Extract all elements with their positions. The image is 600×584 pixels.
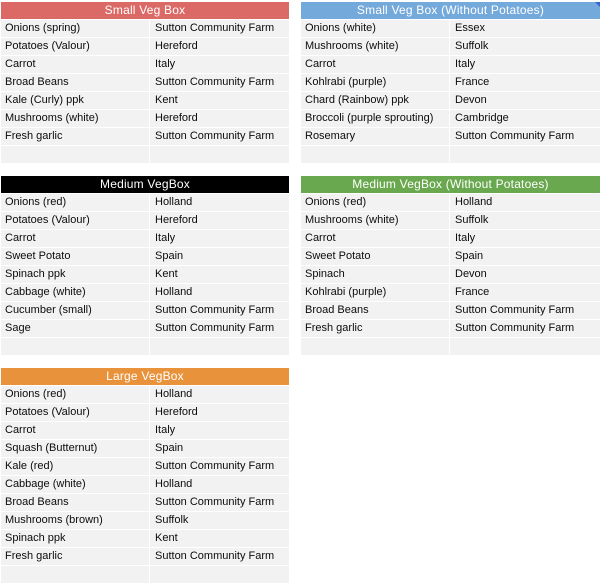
origin-cell[interactable]: Suffolk (450, 212, 600, 229)
origin-cell[interactable]: Sutton Community Farm (150, 302, 289, 319)
item-cell[interactable]: Spinach ppk (1, 266, 149, 283)
origin-cell[interactable]: Holland (150, 194, 289, 211)
item-cell[interactable]: Broad Beans (1, 74, 149, 91)
table-header-small-veg-box[interactable] (1, 2, 289, 19)
empty-item-cell[interactable] (1, 338, 149, 355)
item-cell[interactable]: Kale (red) (1, 458, 149, 475)
origin-cell[interactable]: Kent (150, 266, 289, 283)
item-cell[interactable]: Spinach ppk (1, 530, 149, 547)
table-row (1, 302, 289, 319)
item-cell[interactable]: Cabbage (white) (1, 284, 149, 301)
table-row (1, 74, 289, 91)
table-row (1, 284, 289, 301)
table-title: Large VegBox (106, 369, 184, 383)
item-cell[interactable]: Broad Beans (1, 494, 149, 511)
item-cell[interactable]: Spinach (301, 266, 449, 283)
origin-cell[interactable]: Italy (150, 230, 289, 247)
item-cell[interactable]: Potatoes (Valour) (1, 404, 149, 421)
table-header-large-vegbox[interactable] (1, 368, 289, 385)
table-row (1, 494, 289, 511)
table-row (301, 194, 600, 211)
table-row (1, 56, 289, 73)
table-small-veg-box-without-potatoes (301, 2, 600, 164)
origin-cell[interactable]: Holland (150, 386, 289, 403)
table-row (1, 512, 289, 529)
table-row (301, 248, 600, 265)
origin-cell[interactable]: Holland (150, 476, 289, 493)
table-row (1, 92, 289, 109)
empty-item-cell[interactable] (1, 566, 149, 583)
table-row (1, 458, 289, 475)
origin-cell[interactable]: Holland (450, 194, 600, 211)
origin-cell[interactable]: Spain (150, 248, 289, 265)
origin-cell[interactable]: Sutton Community Farm (150, 74, 289, 91)
origin-cell[interactable]: Devon (450, 266, 600, 283)
table-row (301, 230, 600, 247)
origin-cell[interactable]: Sutton Community Farm (150, 494, 289, 511)
comment-indicator-icon[interactable] (595, 2, 600, 7)
table-row (1, 404, 289, 421)
item-cell[interactable]: Cucumber (small) (1, 302, 149, 319)
table-row (1, 230, 289, 247)
table-row (301, 74, 600, 91)
table-header-medium-vegbox-without-potatoes[interactable] (301, 176, 600, 193)
item-cell[interactable]: Mushrooms (white) (1, 110, 149, 127)
table-header-small-veg-box-without-potatoes[interactable] (301, 2, 600, 19)
table-medium-vegbox-without-potatoes (301, 176, 600, 356)
origin-cell[interactable]: Kent (150, 92, 289, 109)
origin-cell[interactable]: Hereford (150, 38, 289, 55)
table-row (1, 386, 289, 403)
table-row (1, 38, 289, 55)
table-row (301, 20, 600, 37)
table-row (301, 56, 600, 73)
item-cell[interactable]: Chard (Rainbow) ppk (301, 92, 449, 109)
table-title: Medium VegBox (100, 177, 190, 191)
item-cell[interactable]: Mushrooms (white) (301, 38, 449, 55)
origin-cell[interactable]: Sutton Community Farm (450, 128, 600, 145)
item-cell[interactable]: Carrot (1, 230, 149, 247)
empty-origin-cell[interactable] (450, 338, 600, 355)
item-cell[interactable]: Onions (red) (1, 194, 149, 211)
empty-origin-cell[interactable] (150, 338, 289, 355)
table-medium-vegbox (1, 176, 289, 356)
item-cell[interactable]: Mushrooms (white) (301, 212, 449, 229)
table-row (1, 20, 289, 37)
table-title: Small Veg Box (104, 3, 186, 17)
table-row (301, 266, 600, 283)
table-row (301, 212, 600, 229)
item-cell[interactable]: Onions (white) (301, 20, 449, 37)
table-row (301, 110, 600, 127)
empty-table-row (1, 146, 289, 163)
table-title: Small Veg Box (Without Potatoes) (356, 3, 545, 17)
empty-table-row (1, 338, 289, 355)
table-title: Medium VegBox (Without Potatoes) (352, 177, 549, 191)
origin-cell[interactable]: France (450, 74, 600, 91)
table-row (1, 266, 289, 283)
origin-cell[interactable]: Kent (150, 530, 289, 547)
table-row (1, 530, 289, 547)
origin-cell[interactable]: Hereford (150, 110, 289, 127)
origin-cell[interactable]: Sutton Community Farm (150, 548, 289, 565)
table-row (1, 212, 289, 229)
item-cell[interactable]: Carrot (301, 230, 449, 247)
origin-cell[interactable]: Holland (150, 284, 289, 301)
item-cell[interactable]: Mushrooms (brown) (1, 512, 149, 529)
table-row (1, 476, 289, 493)
empty-table-row (1, 566, 289, 583)
item-cell[interactable]: Rosemary (301, 128, 449, 145)
origin-cell[interactable]: Sutton Community Farm (150, 20, 289, 37)
item-cell[interactable]: Carrot (301, 56, 449, 73)
item-cell[interactable]: Sweet Potato (301, 248, 449, 265)
item-cell[interactable]: Squash (Butternut) (1, 440, 149, 457)
origin-cell[interactable]: Sutton Community Farm (150, 458, 289, 475)
item-cell[interactable]: Fresh garlic (1, 128, 149, 145)
origin-cell[interactable]: Spain (150, 440, 289, 457)
empty-item-cell[interactable] (1, 146, 149, 163)
item-cell[interactable]: Broccoli (purple sprouting) (301, 110, 449, 127)
table-row (301, 284, 600, 301)
table-small-veg-box (1, 2, 289, 164)
origin-cell[interactable]: Sutton Community Farm (450, 302, 600, 319)
table-row (1, 128, 289, 145)
item-cell[interactable]: Fresh garlic (301, 320, 449, 337)
origin-cell[interactable]: Suffolk (150, 512, 289, 529)
origin-cell[interactable]: Hereford (150, 212, 289, 229)
item-cell[interactable]: Carrot (1, 56, 149, 73)
item-cell[interactable]: Kohlrabi (purple) (301, 284, 449, 301)
origin-cell[interactable]: Suffolk (450, 38, 600, 55)
origin-cell[interactable]: Cambridge (450, 110, 600, 127)
table-row (301, 302, 600, 319)
origin-cell[interactable]: Sutton Community Farm (150, 320, 289, 337)
item-cell[interactable]: Fresh garlic (1, 548, 149, 565)
table-row (1, 440, 289, 457)
empty-origin-cell[interactable] (450, 146, 600, 163)
empty-item-cell[interactable] (301, 146, 449, 163)
item-cell[interactable]: Onions (red) (301, 194, 449, 211)
table-row (1, 548, 289, 565)
origin-cell[interactable]: Italy (150, 56, 289, 73)
item-cell[interactable]: Potatoes (Valour) (1, 212, 149, 229)
empty-table-row (301, 146, 600, 163)
origin-cell[interactable]: Sutton Community Farm (450, 320, 600, 337)
origin-cell[interactable]: Spain (450, 248, 600, 265)
table-row (301, 128, 600, 145)
table-row (1, 110, 289, 127)
item-cell[interactable]: Carrot (1, 422, 149, 439)
table-row (1, 194, 289, 211)
table-header-medium-vegbox[interactable] (1, 176, 289, 193)
empty-origin-cell[interactable] (150, 146, 289, 163)
item-cell[interactable]: Sage (1, 320, 149, 337)
item-cell[interactable]: Kohlrabi (purple) (301, 74, 449, 91)
origin-cell[interactable]: Essex (450, 20, 600, 37)
table-large-vegbox (1, 368, 289, 584)
origin-cell[interactable]: Hereford (150, 404, 289, 421)
table-row (301, 320, 600, 337)
origin-cell[interactable]: Italy (450, 230, 600, 247)
table-row (301, 38, 600, 55)
empty-table-row (301, 338, 600, 355)
item-cell[interactable]: Kale (Curly) ppk (1, 92, 149, 109)
item-cell[interactable]: Sweet Potato (1, 248, 149, 265)
empty-item-cell[interactable] (301, 338, 449, 355)
origin-cell[interactable]: Sutton Community Farm (150, 128, 289, 145)
table-row (1, 422, 289, 439)
table-row (1, 320, 289, 337)
table-row (301, 92, 600, 109)
item-cell[interactable]: Onions (spring) (1, 20, 149, 37)
origin-cell[interactable]: Devon (450, 92, 600, 109)
empty-origin-cell[interactable] (150, 566, 289, 583)
item-cell[interactable]: Potatoes (Valour) (1, 38, 149, 55)
item-cell[interactable]: Broad Beans (301, 302, 449, 319)
table-row (1, 248, 289, 265)
item-cell[interactable]: Onions (red) (1, 386, 149, 403)
item-cell[interactable]: Cabbage (white) (1, 476, 149, 493)
origin-cell[interactable]: Italy (150, 422, 289, 439)
origin-cell[interactable]: Italy (450, 56, 600, 73)
origin-cell[interactable]: France (450, 284, 600, 301)
